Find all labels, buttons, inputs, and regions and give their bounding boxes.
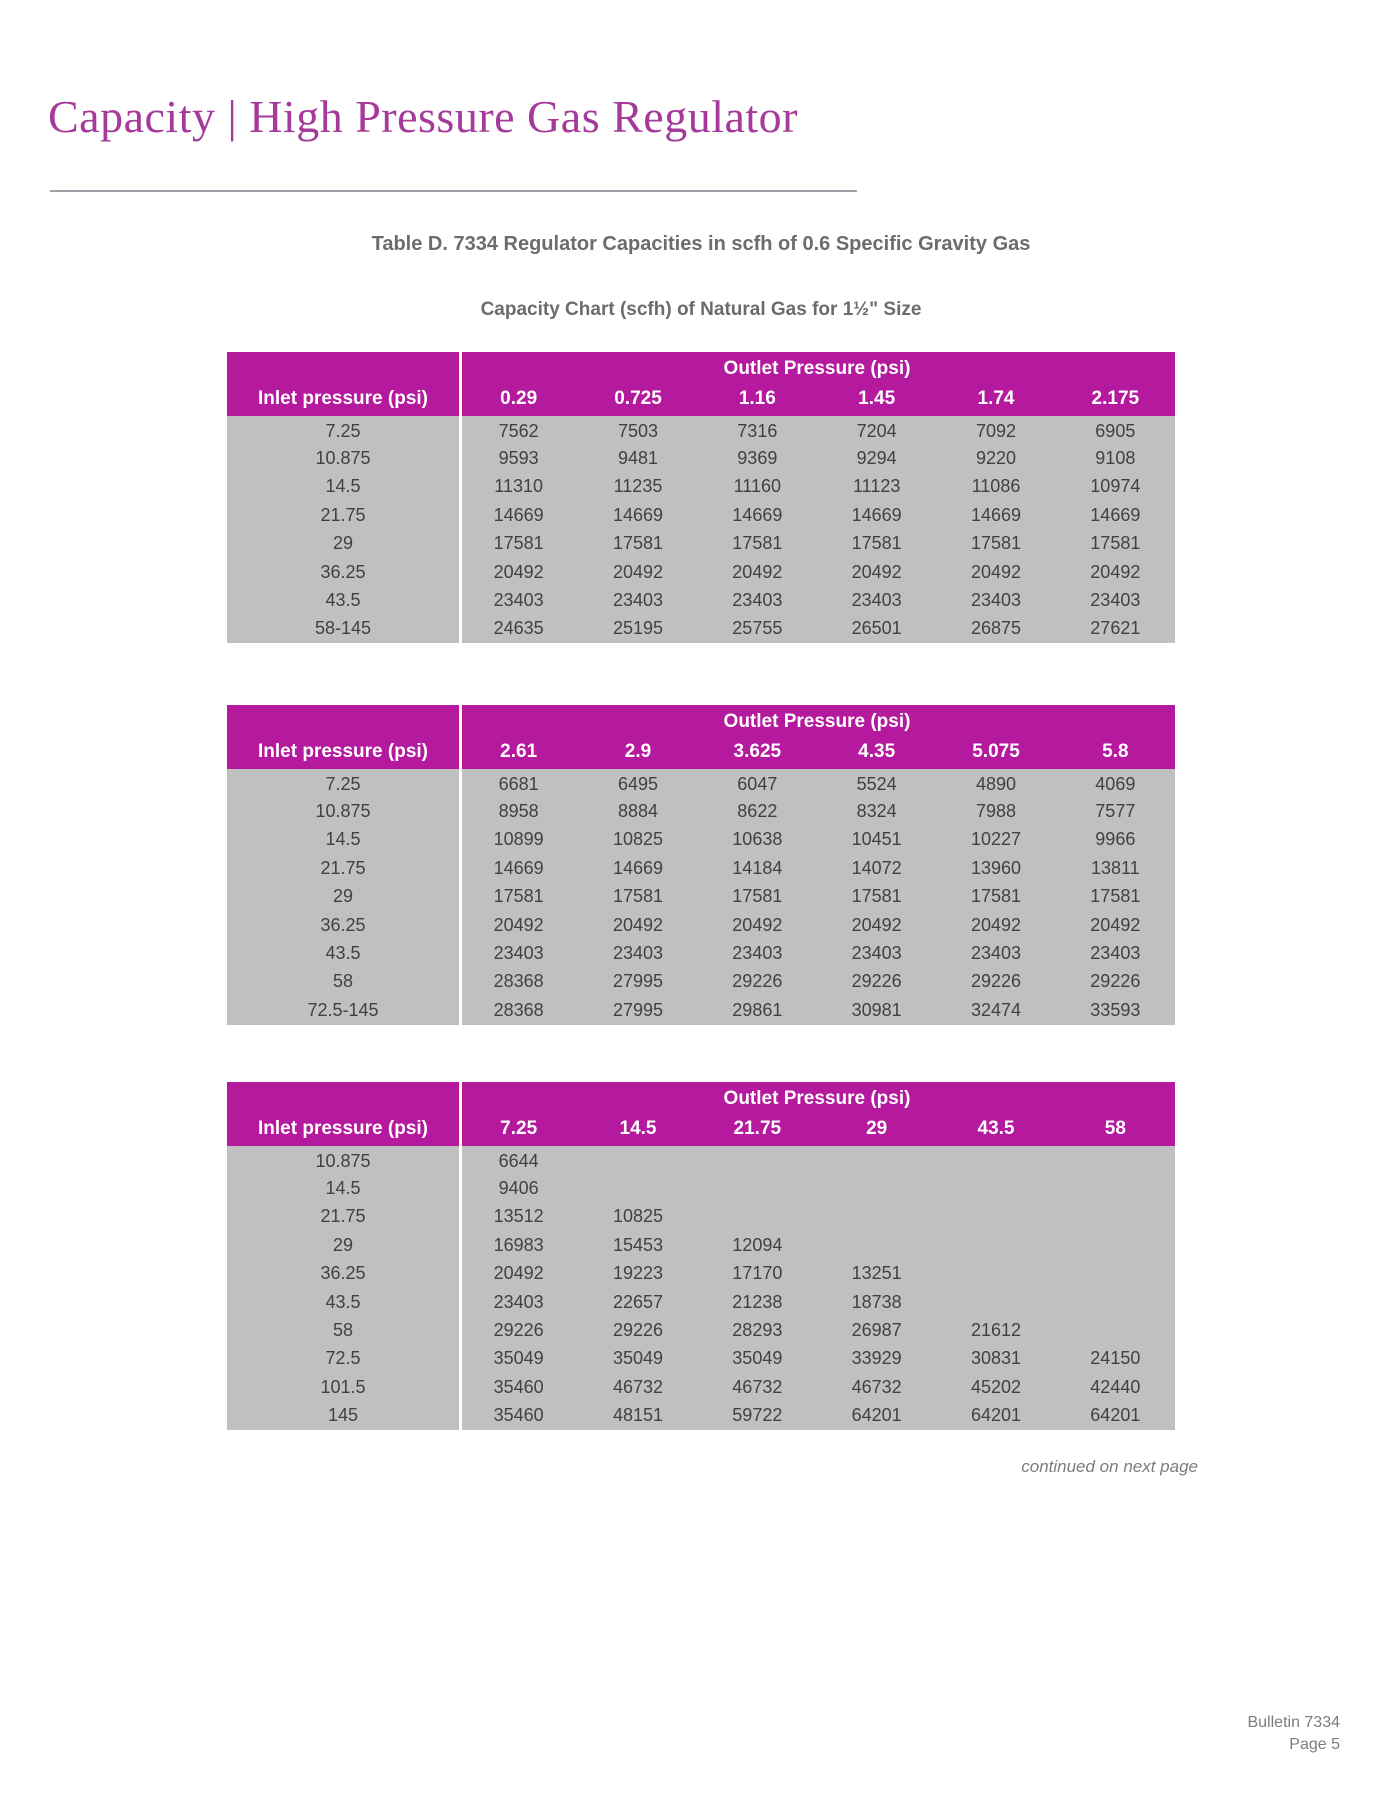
outlet-column-label: 0.725 [614,388,662,409]
capacity-value: 8958 [498,801,539,822]
table-d-heading: Table D. 7334 Regulator Capacities in scfh of 0.6 Specific Gravity Gas [371,233,1031,255]
capacity-value: 10974 [1090,476,1141,497]
capacity-value: 17581 [1090,533,1141,554]
capacity-value: 8884 [617,801,659,822]
capacity-value: 23403 [612,590,664,611]
inlet-pressure-value: 10.875 [315,801,371,822]
capacity-value: 21612 [970,1320,1022,1341]
capacity-value: 10227 [970,829,1022,850]
capacity-value: 23403 [732,590,783,611]
capacity-value: 7503 [617,420,659,441]
capacity-value: 9108 [1095,448,1136,469]
capacity-value: 20492 [851,561,902,582]
outlet-column-label: 14.5 [619,1118,657,1139]
inlet-pressure-header: Inlet pressure (psi) [258,1118,428,1139]
capacity-value: 14669 [970,504,1022,525]
capacity-value: 23403 [970,943,1022,964]
capacity-value: 64201 [1090,1405,1141,1426]
capacity-value: 28293 [732,1320,783,1341]
capacity-value: 29226 [612,1320,664,1341]
table-header [227,705,1175,769]
capacity-value: 5524 [856,773,897,794]
capacity-value: 13811 [1090,857,1140,878]
capacity-value: 17581 [732,886,783,907]
title-divider [50,190,857,192]
capacity-value: 19223 [612,1263,664,1284]
capacity-value: 9593 [498,448,539,469]
table-header [227,1082,1175,1146]
outlet-column-label: 58 [1104,1118,1126,1139]
outlet-column-label: 1.74 [977,388,1015,409]
capacity-value: 35049 [732,1348,783,1369]
table-row [227,586,1175,614]
capacity-value: 23403 [493,590,544,611]
table-row [227,1260,1175,1288]
outlet-column-label: 7.25 [500,1118,538,1139]
table-row [227,968,1175,996]
inlet-pressure-value: 72.5-145 [307,999,379,1020]
capacity-value: 23403 [970,590,1022,611]
capacity-value: 10451 [851,829,902,850]
inlet-pressure-header: Inlet pressure (psi) [258,741,428,762]
inlet-pressure-value: 58 [332,1320,354,1341]
column-divider [459,1082,462,1430]
table-body [227,416,1175,643]
capacity-value: 9966 [1095,829,1136,850]
outlet-column-label: 1.16 [738,388,776,409]
capacity-value: 35049 [493,1348,544,1369]
capacity-value: 20492 [970,561,1022,582]
table-row [227,444,1175,472]
column-divider [459,705,462,1025]
capacity-value: 29226 [851,971,902,992]
capacity-table-mid-outlet [227,705,1175,1025]
capacity-value: 29226 [1090,971,1141,992]
inlet-pressure-value: 36.25 [320,561,366,582]
capacity-value: 20492 [612,914,664,935]
capacity-value: 30831 [970,1348,1022,1369]
column-divider [459,352,462,643]
inlet-pressure-value: 21.75 [320,1206,366,1227]
capacity-value: 7562 [498,420,539,441]
inlet-pressure-value: 7.25 [325,773,361,794]
capacity-value: 4069 [1095,773,1136,794]
table-row [227,615,1175,643]
capacity-value: 46732 [732,1376,783,1397]
capacity-value: 24635 [493,618,544,639]
table-row [227,558,1175,586]
outlet-pressure-header: Outlet Pressure (psi) [723,358,911,379]
capacity-table-low-outlet [227,352,1175,643]
table-row [227,797,1175,825]
capacity-value: 14669 [493,857,544,878]
capacity-value: 28368 [493,971,544,992]
capacity-value: 29226 [732,971,783,992]
capacity-table-high-outlet [227,1082,1175,1430]
inlet-pressure-header: Inlet pressure (psi) [258,388,428,409]
outlet-column-label: 1.45 [858,388,896,409]
capacity-value: 17581 [1090,886,1141,907]
outlet-column-label: 21.75 [733,1118,782,1139]
capacity-value: 17581 [851,533,902,554]
capacity-value: 17581 [851,886,902,907]
capacity-value: 7316 [737,420,778,441]
inlet-pressure-value: 10.875 [315,448,371,469]
capacity-value: 11235 [613,476,663,497]
table-row [227,939,1175,967]
capacity-value: 14072 [851,857,902,878]
capacity-value: 7577 [1095,801,1136,822]
capacity-value: 23403 [1090,590,1141,611]
capacity-value: 6644 [498,1150,539,1171]
capacity-value: 18738 [851,1291,902,1312]
capacity-value: 14669 [851,504,902,525]
table-header-row-columns [227,739,1175,769]
capacity-value: 17581 [612,533,664,554]
capacity-value: 14669 [732,504,783,525]
capacity-value: 12094 [732,1234,783,1255]
table-header-row-outlet [227,352,1175,386]
inlet-pressure-value: 21.75 [320,857,366,878]
outlet-column-label: 5.075 [972,741,1020,762]
outlet-column-label: 3.625 [733,741,782,762]
table-row [227,854,1175,882]
capacity-value: 20492 [851,914,902,935]
table-row [227,1231,1175,1259]
table-header-row-outlet [227,1082,1175,1116]
outlet-column-label: 2.61 [500,741,538,762]
inlet-pressure-value: 36.25 [320,914,366,935]
inlet-pressure-value: 7.25 [325,420,361,441]
inlet-pressure-value: 101.5 [320,1376,366,1397]
inlet-pressure-value: 14.5 [325,476,361,497]
inlet-pressure-value: 29 [332,533,354,554]
inlet-pressure-value: 36.25 [320,1263,366,1284]
capacity-value: 35049 [612,1348,664,1369]
capacity-value: 17581 [970,886,1022,907]
outlet-pressure-header: Outlet Pressure (psi) [723,711,911,732]
outlet-column-label: 43.5 [977,1118,1015,1139]
table-header-row-columns [227,386,1175,416]
capacity-value: 17581 [970,533,1022,554]
inlet-pressure-value: 10.875 [315,1150,371,1171]
capacity-value: 11160 [733,476,782,497]
table-row [227,530,1175,558]
capacity-value: 23403 [851,590,902,611]
footer-page-number: Page 5 [1289,1736,1340,1753]
capacity-value: 11123 [852,476,901,497]
capacity-value: 26987 [851,1320,902,1341]
capacity-value: 22657 [612,1291,664,1312]
page-title: Capacity | High Pressure Gas Regulator [48,91,798,142]
table-row [227,911,1175,939]
capacity-value: 10825 [612,829,664,850]
capacity-value: 27995 [612,971,664,992]
table-row [227,1288,1175,1316]
table-header-row-outlet [227,705,1175,739]
capacity-value: 7204 [856,420,897,441]
inlet-pressure-value: 21.75 [320,504,366,525]
table-row [227,996,1175,1024]
table-row [227,1316,1175,1344]
capacity-value: 11310 [494,476,544,497]
page-footer [1247,1712,1340,1756]
table-row [227,1146,1175,1174]
inlet-pressure-value: 145 [327,1405,359,1426]
capacity-value: 27995 [612,999,664,1020]
capacity-value: 10899 [493,829,544,850]
inlet-pressure-value: 29 [332,1234,354,1255]
capacity-value: 11086 [971,476,1021,497]
capacity-value: 8324 [856,801,897,822]
capacity-value: 29226 [493,1320,544,1341]
capacity-value: 64201 [851,1405,902,1426]
capacity-value: 15453 [612,1234,664,1255]
capacity-value: 9481 [617,448,659,469]
capacity-value: 45202 [970,1376,1022,1397]
table-row [227,1174,1175,1202]
table-row [227,473,1175,501]
capacity-value: 33593 [1090,999,1141,1020]
capacity-value: 35460 [493,1405,544,1426]
capacity-value: 6047 [737,773,778,794]
capacity-value: 23403 [493,943,544,964]
capacity-value: 7988 [975,801,1017,822]
capacity-value: 23403 [732,943,783,964]
capacity-value: 20492 [970,914,1022,935]
inlet-pressure-value: 14.5 [325,1178,361,1199]
capacity-value: 10638 [732,829,783,850]
capacity-value: 35460 [493,1376,544,1397]
capacity-value: 48151 [612,1405,664,1426]
capacity-value: 17581 [493,886,544,907]
capacity-value: 13960 [970,857,1022,878]
capacity-value: 46732 [612,1376,664,1397]
table-header-row-columns [227,1116,1175,1146]
capacity-value: 23403 [1090,943,1141,964]
capacity-value: 30981 [851,999,902,1020]
outlet-column-label: 29 [866,1118,888,1139]
inlet-pressure-value: 58 [332,971,354,992]
capacity-value: 10825 [612,1206,664,1227]
capacity-value: 17581 [493,533,544,554]
capacity-value: 20492 [493,1263,544,1284]
capacity-value: 20492 [1090,561,1141,582]
capacity-value: 20492 [732,914,783,935]
table-row [227,1203,1175,1231]
table-row [227,826,1175,854]
capacity-value: 23403 [493,1291,544,1312]
capacity-value: 23403 [612,943,664,964]
table-body [227,1146,1175,1430]
inlet-pressure-value: 72.5 [325,1348,361,1369]
capacity-value: 32474 [970,999,1022,1020]
outlet-column-label: 0.29 [500,388,538,409]
capacity-value: 9294 [856,448,897,469]
capacity-value: 6681 [498,773,539,794]
capacity-value: 59722 [732,1405,783,1426]
capacity-chart-heading: Capacity Chart (scfh) of Natural Gas for 1½" Size [480,299,922,320]
capacity-value: 25755 [732,618,783,639]
capacity-value: 4890 [975,773,1017,794]
inlet-pressure-value: 43.5 [325,943,361,964]
capacity-value: 24150 [1090,1348,1141,1369]
capacity-value: 29861 [732,999,783,1020]
capacity-value: 42440 [1090,1376,1141,1397]
capacity-value: 14669 [612,857,664,878]
capacity-value: 21238 [732,1291,783,1312]
table-row [227,769,1175,797]
outlet-pressure-header: Outlet Pressure (psi) [723,1088,911,1109]
capacity-value: 28368 [493,999,544,1020]
capacity-value: 14669 [493,504,544,525]
inlet-pressure-value: 29 [332,886,354,907]
capacity-value: 17581 [612,886,664,907]
capacity-value: 16983 [493,1234,544,1255]
capacity-value: 64201 [970,1405,1022,1426]
capacity-value: 33929 [851,1348,902,1369]
capacity-value: 20492 [732,561,783,582]
table-header [227,352,1175,416]
capacity-value: 14669 [1090,504,1141,525]
table-row [227,1373,1175,1401]
capacity-value: 20492 [1090,914,1141,935]
capacity-value: 13251 [851,1263,902,1284]
capacity-value: 9369 [737,448,778,469]
capacity-value: 26875 [970,618,1022,639]
outlet-column-label: 2.175 [1091,388,1140,409]
inlet-pressure-value: 43.5 [325,1291,361,1312]
capacity-value: 14184 [732,857,783,878]
capacity-value: 6905 [1095,420,1136,441]
footer-bulletin-number: Bulletin 7334 [1247,1714,1340,1731]
table-row [227,1402,1175,1430]
capacity-value: 9220 [975,448,1017,469]
capacity-value: 29226 [970,971,1022,992]
table-row [227,416,1175,444]
capacity-value: 14669 [612,504,664,525]
table-row [227,501,1175,529]
capacity-value: 20492 [612,561,664,582]
capacity-value: 27621 [1090,618,1141,639]
table-body [227,769,1175,1025]
table-row [227,1345,1175,1373]
capacity-value: 26501 [851,618,902,639]
outlet-column-label: 2.9 [624,741,652,762]
capacity-value: 46732 [851,1376,902,1397]
continued-note: continued on next page [1021,1457,1198,1476]
inlet-pressure-value: 58-145 [314,618,372,639]
outlet-column-label: 5.8 [1102,741,1129,762]
inlet-pressure-value: 43.5 [325,590,361,611]
capacity-value: 23403 [851,943,902,964]
capacity-value: 8622 [737,801,778,822]
capacity-value: 7092 [975,420,1017,441]
capacity-value: 25195 [612,618,664,639]
capacity-value: 20492 [493,561,544,582]
capacity-value: 9406 [498,1178,539,1199]
table-row [227,883,1175,911]
capacity-value: 17581 [732,533,783,554]
capacity-value: 6495 [617,773,659,794]
outlet-column-label: 4.35 [858,741,896,762]
inlet-pressure-value: 14.5 [325,829,361,850]
capacity-value: 20492 [493,914,544,935]
capacity-value: 13512 [493,1206,544,1227]
capacity-value: 17170 [732,1263,783,1284]
